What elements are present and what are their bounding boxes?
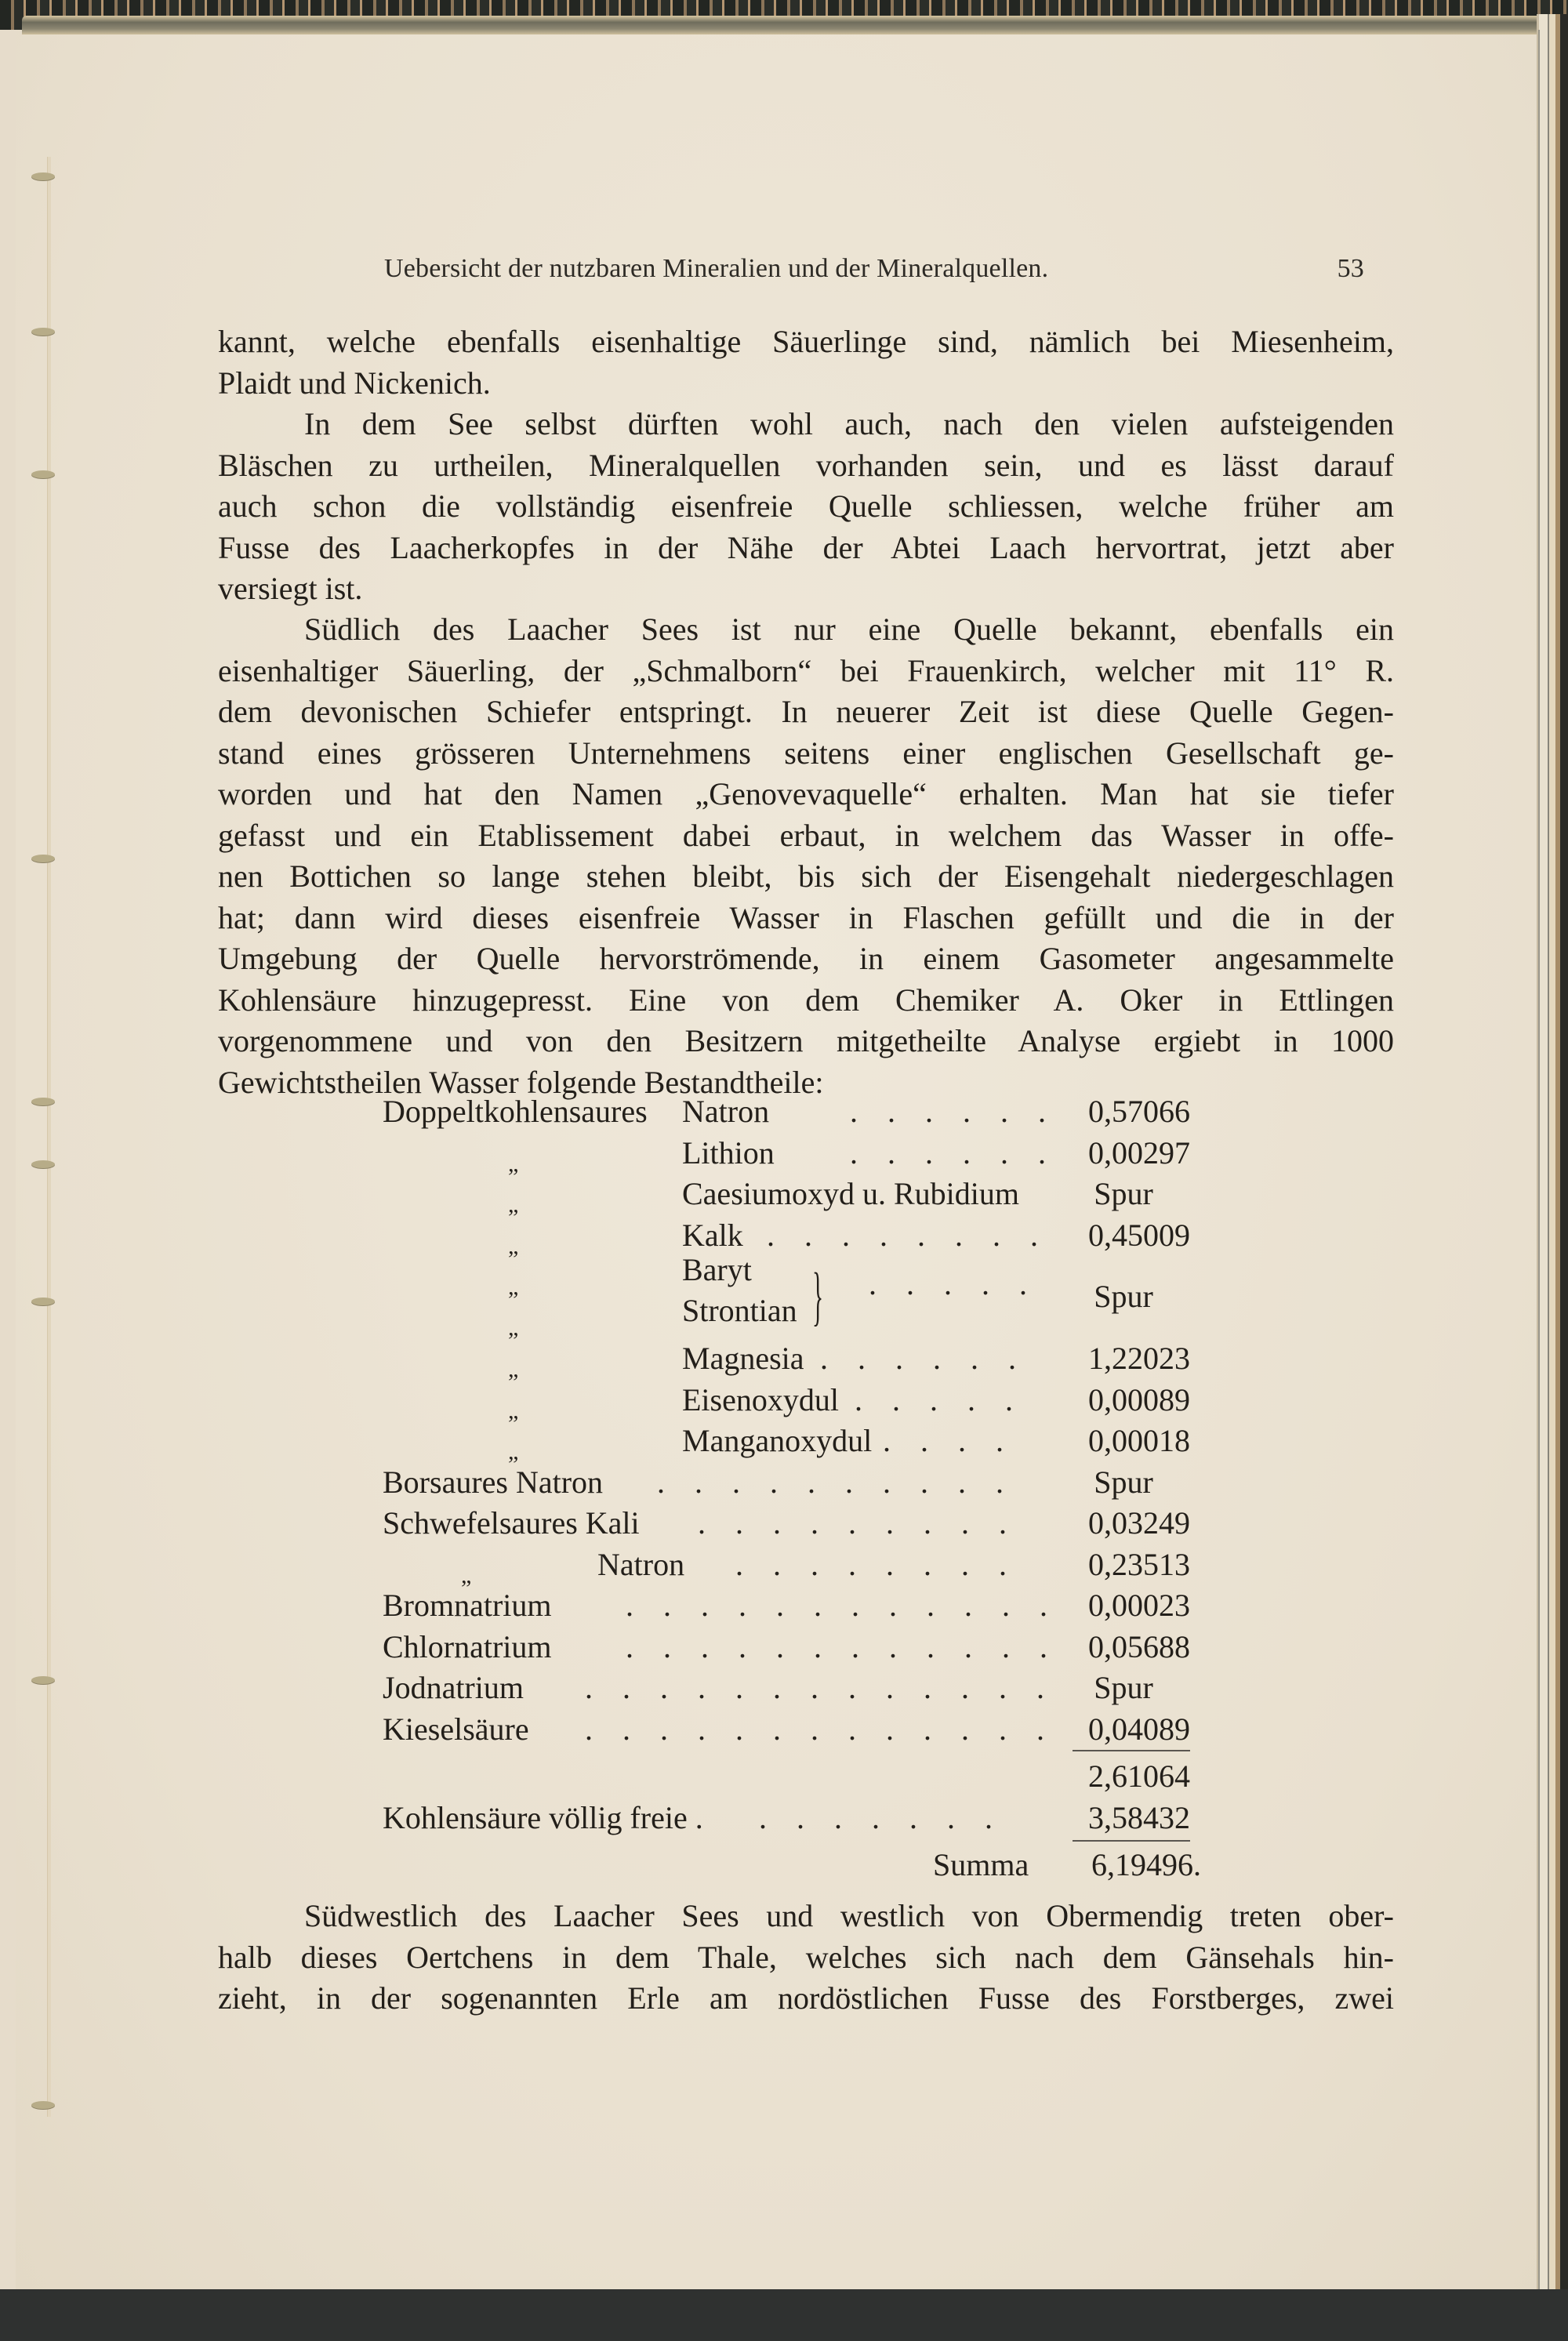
row-name: Natron [682,1094,770,1129]
table-row [218,1174,1190,1218]
row-name: Strontian [682,1293,797,1328]
text-line: Plaidt und Nickenich. [218,365,491,401]
row-value: 0,45009 [1088,1217,1190,1253]
row-value: 0,03249 [1088,1505,1190,1541]
subtotal-row [218,1756,1190,1798]
text-line: gefasst und ein Etablissement dabei erbaut, in welchem das Wasser in offe- [218,817,1394,853]
page-top-fold [22,16,1559,34]
binding-stitch-icon [31,172,55,180]
leader-dots: . . . . . . . . . . [657,1464,1014,1500]
leader-dots: . . . . . . [820,1341,1027,1376]
background-surface [0,2289,1568,2341]
text-line: hat; dann wird dieses eisenfreie Wasser in Flaschen gefüllt und die in der [218,899,1394,935]
ditto-mark: „ [508,1439,519,1464]
subtotal-rule-row [218,1750,1190,1756]
binding-stitch-icon [31,1098,55,1105]
leader-dots: . . . . . . . . [735,1546,1018,1582]
subtotal-value: 2,61064 [1088,1758,1190,1794]
leader-dots: . . . . . [855,1381,1024,1417]
ditto-mark: „ [508,1315,519,1341]
leader-dots: . . . . . . . [759,1799,1004,1835]
text-line: Kohlensäure hinzugepresst. Eine von dem Chemiker A. Oker in Ettlingen [218,982,1394,1018]
row-name: Kieselsäure [383,1711,529,1747]
text-line: Südwestlich des Laacher Sees und westlich von Obermendig treten ober- [304,1898,1394,1933]
leader-dots: . . . . . . [850,1094,1057,1129]
row-prefix: Doppeltkohlensaures [383,1094,648,1129]
text-line: In dem See selbst dürften wohl auch, nach den vielen aufsteigenden [304,406,1394,441]
row-value: 0,05688 [1088,1628,1190,1664]
paragraph-1 [218,321,1394,404]
text-line: worden und hat den Namen „Genovevaquelle“ erhalten. Man hat sie tiefer [218,776,1394,811]
binding-stitch-icon [31,470,55,478]
binding-gutter [47,157,51,2117]
row-name: Caesiumoxyd u. Rubidium [682,1176,1019,1211]
row-name: Chlornatrium [383,1628,552,1664]
row-name: Kalk [682,1217,743,1253]
leader-dots: . . . . . [869,1266,1038,1301]
row-name: Schwefelsaures Kali [383,1505,640,1541]
row-value: 0,00297 [1088,1134,1190,1170]
table-row [218,1380,1190,1424]
row-name: Magnesia [682,1341,804,1376]
table-row [218,1338,1190,1380]
sum-row [218,1845,1201,1886]
row-value: 0,04089 [1088,1711,1190,1747]
text-line: halb dieses Oertchens in dem Thale, welches sich nach dem Gänsehals hin- [218,1939,1394,1975]
text-line: Bläschen zu urtheilen, Mineralquellen vorhanden sein, und es lässt darauf [218,447,1394,483]
previous-page-edge [0,30,17,2296]
leader-dots: . . . . . . . . . . . . [626,1588,1058,1623]
row-name: Bromnatrium [383,1588,552,1623]
binding-stitch-icon [31,2101,55,2109]
text-line: stand eines grösseren Unternehmens seitens einer englischen Gesellschaft ge- [218,735,1394,771]
row-name: Eisenoxydul [682,1381,839,1417]
text-line: zieht, in der sogenannten Erle am nordöstlichen Fusse des Forstberges, zwei [218,1980,1394,2016]
binding-stitch-icon [31,855,55,862]
row-name: Kohlensäure völlig freie . [383,1799,703,1835]
sum-rule-row [218,1838,1190,1845]
binding-stitch-icon [31,1160,55,1168]
table-row-bracketed [218,1252,1190,1341]
page-edge-line [1538,30,1540,2294]
table-row [218,1091,1190,1133]
table-row [218,1421,1190,1462]
row-value: 0,00089 [1088,1381,1190,1417]
row-name: Jodnatrium [383,1670,524,1705]
ditto-mark: „ [508,1150,519,1177]
ditto-mark: „ [508,1232,519,1259]
table-row [218,1544,1190,1586]
leader-dots: . . . . . . . . . . . . [626,1628,1058,1664]
row-value: 0,23513 [1088,1546,1190,1582]
text-line: versiegt ist. [218,571,363,606]
ditto-mark: „ [508,1192,519,1218]
leader-dots: . . . . . . [850,1134,1057,1170]
text-line: Fusse des Laacherkopfes in der Nähe der Abtei Laach hervortrat, jetzt aber [218,529,1394,565]
leader-dots: . . . . . . . . [767,1217,1049,1253]
leader-dots: . . . . [883,1423,1014,1458]
row-value: Spur [1094,1464,1153,1500]
text-line: Südlich des Laacher Sees ist nur eine Quelle bekannt, ebenfalls ein [304,612,1394,647]
row-value: 0,57066 [1088,1094,1190,1129]
sum-label: Summa [933,1847,1029,1882]
table-row [218,1462,1190,1504]
row-name: Natron [597,1546,685,1582]
curly-brace-icon: } [812,1260,824,1333]
analysis-table [218,1091,1201,1886]
leader-dots: . . . . . . . . . [698,1505,1018,1541]
table-row [218,1133,1190,1177]
sum-rule [1073,1840,1190,1842]
text-line: kannt, welche ebenfalls eisenhaltige Säuerlinge sind, nämlich bei Miesenheim, [218,324,1394,359]
leader-dots: . . . . . . . . . . . . . [585,1670,1055,1705]
ditto-mark: „ [508,1274,519,1300]
binding-stitch-icon [31,1676,55,1684]
table-row [218,1503,1190,1544]
sum-value: 6,19496. [1091,1847,1201,1882]
row-value: 0,00018 [1088,1423,1190,1458]
row-name: Manganoxydul [682,1423,873,1458]
text-line: eisenhaltiger Säuerling, der „Schmalborn“ bei Frauenkirch, welcher mit 11° R. [218,652,1394,688]
row-name: Borsaures Natron [383,1464,604,1500]
table-row [218,1668,1190,1709]
leader-dots: . . . . . . . . . . . . . [585,1711,1055,1747]
paragraph-4 [218,1896,1394,2020]
table-row [218,1585,1190,1627]
row-value: 1,22023 [1088,1341,1190,1376]
row-value: Spur [1094,1670,1153,1705]
paragraph-2 [218,404,1394,610]
row-value: 3,58432 [1088,1799,1190,1835]
text-line: dem devonischen Schiefer entspringt. In neuerer Zeit ist diese Quelle Gegen- [218,694,1394,729]
text-line: nen Bottichen so lange stehen bleibt, bis sich der Eisengehalt niedergeschlagen [218,858,1394,894]
running-head [384,254,1364,284]
ditto-mark: „ [508,1356,519,1382]
row-value: Spur [1094,1279,1153,1314]
book-board-right-edge [1537,14,1568,2296]
text-line: auch schon die vollständig eisenfreie Quelle schliessen, welche früher am [218,488,1394,524]
paragraph-3 [218,609,1394,1103]
row-name: Baryt [682,1252,752,1287]
row-value: Spur [1094,1176,1153,1211]
text-line: Gewichtstheilen Wasser folgende Bestandtheile: [218,1064,824,1100]
ditto-mark: „ [508,1397,519,1424]
text-line: Umgebung der Quelle hervorströmende, in einem Gasometer angesammelte [218,941,1394,976]
text-line: vorgenommene und von den Besitzern mitgetheilte Analyse ergiebt in 1000 [218,1023,1394,1058]
free-co2-row [218,1798,1190,1839]
page-number: 53 [1337,254,1364,283]
row-name: Lithion [682,1134,775,1170]
row-value: 0,00023 [1088,1588,1190,1623]
binding-stitch-icon [31,1298,55,1305]
running-head-title: Uebersicht der nutzbaren Mineralien und der Mineralquellen. [384,254,1049,283]
table-row [218,1709,1190,1751]
binding-stitch-icon [31,328,55,336]
subtotal-rule [1073,1750,1190,1751]
table-row [218,1627,1190,1668]
ditto-mark: „ [461,1562,472,1588]
